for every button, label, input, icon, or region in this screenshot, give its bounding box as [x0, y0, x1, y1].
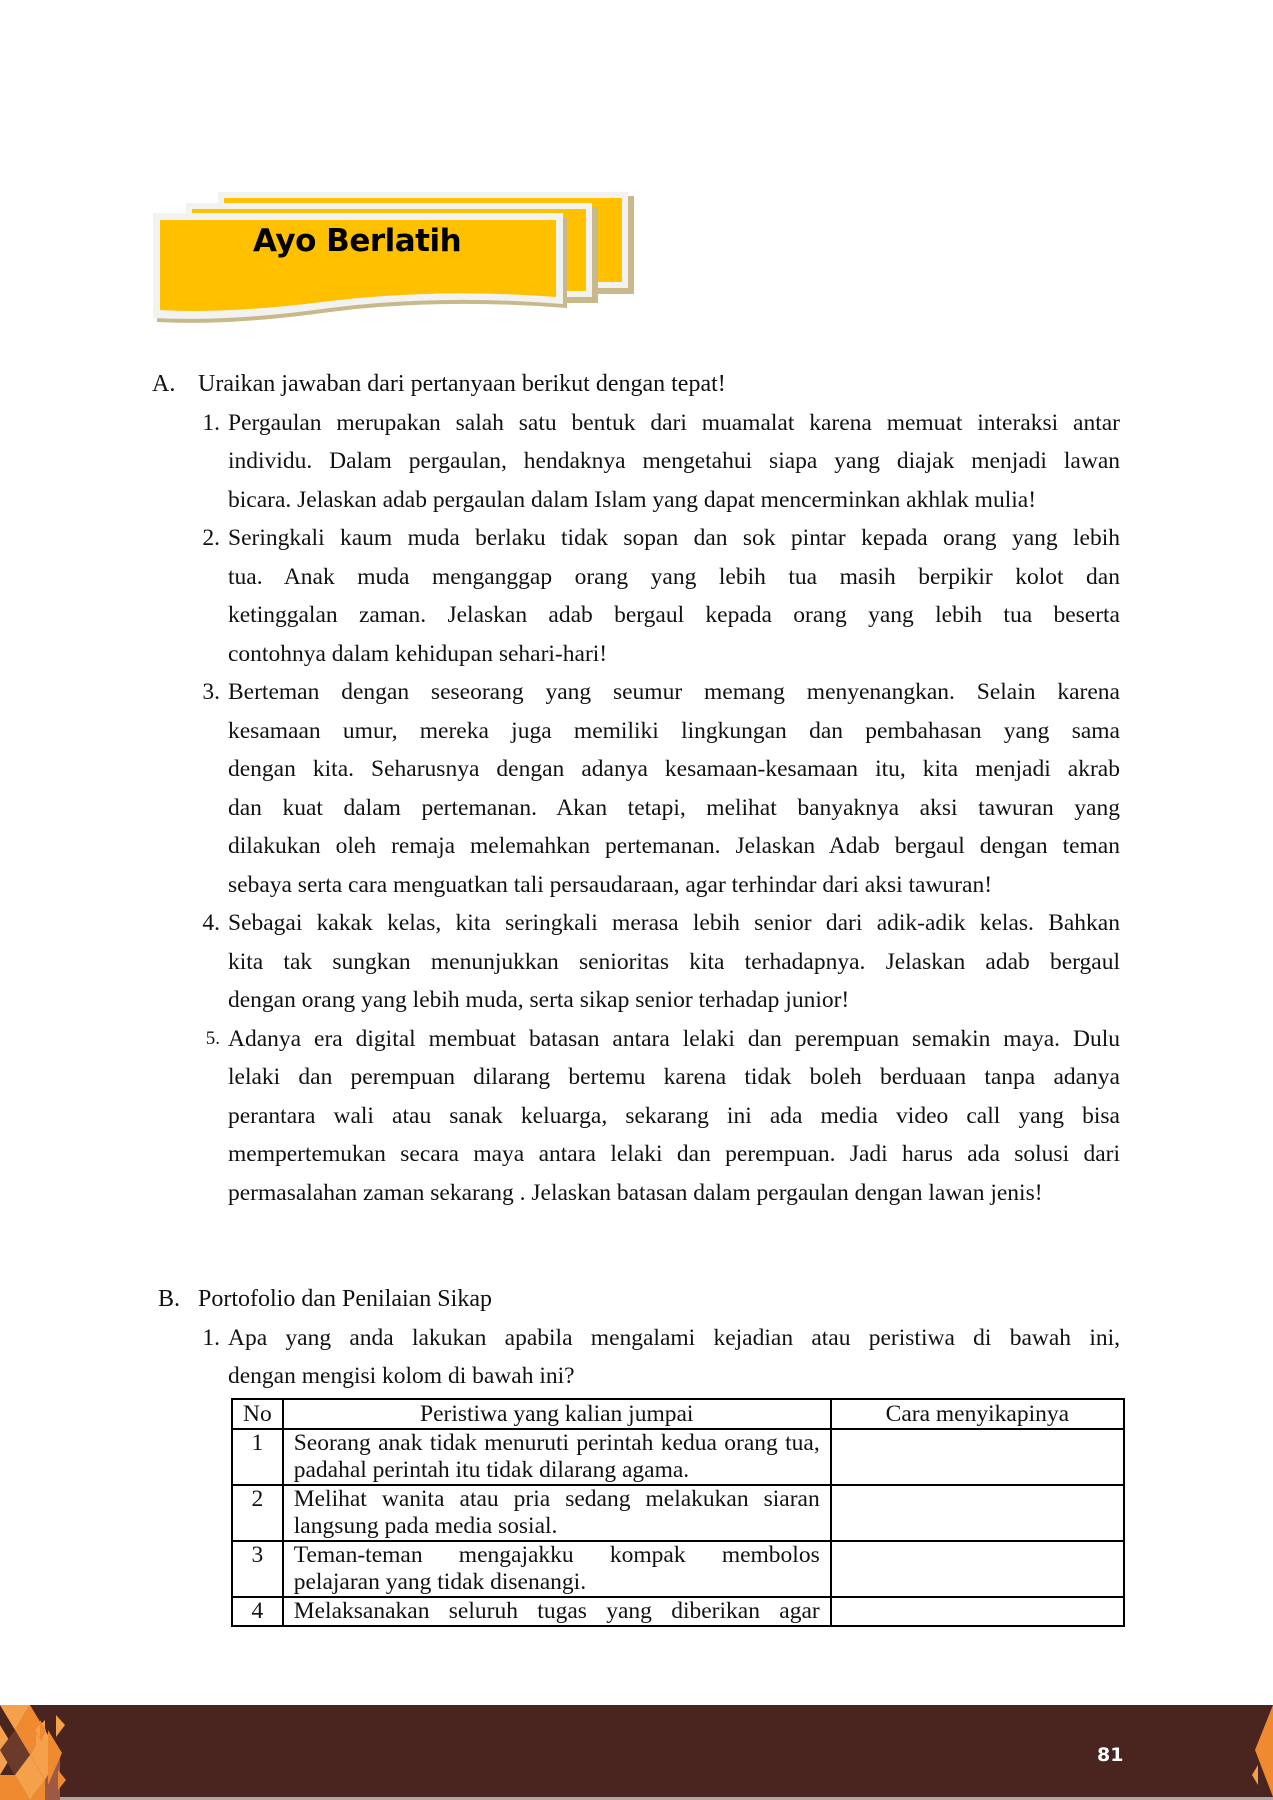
- row-event: Seorang anak tidak menuruti perintah kedua orang tua, padahal perintah itu tidak dilarang agama.: [283, 1429, 831, 1485]
- footer-band: [0, 1705, 1273, 1800]
- banner-ribbon: [140, 180, 660, 340]
- table-row: [232, 1541, 1124, 1597]
- question-item: [160, 1319, 1120, 1396]
- header-response: Cara menyikapinya: [831, 1399, 1124, 1429]
- question-number: 1.: [202, 1324, 220, 1351]
- banner-title: Ayo Berlatih: [253, 223, 462, 259]
- question-number: 2.: [202, 525, 220, 551]
- header-no: No: [232, 1399, 283, 1429]
- row-event: Melaksanakan seluruh tugas yang diberikan agar: [283, 1597, 831, 1626]
- row-no: 3: [232, 1541, 283, 1597]
- row-response[interactable]: [831, 1597, 1124, 1626]
- question-line: Adanya era digital membuat batasan antara lelaki dan perempuan semakin maya. Dulu: [228, 1025, 1120, 1052]
- question-line: sebaya serta cara menguatkan tali persaudaraan, agar terhindar dari aksi tawuran!: [228, 871, 993, 898]
- question-line: bicara. Jelaskan adab pergaulan dalam Islam yang dapat mencerminkan akhlak mulia!: [228, 486, 1037, 513]
- question-line: dan kuat dalam pertemanan. Akan tetapi, melihat banyaknya aksi tawuran yang: [228, 794, 1120, 821]
- question-number: 4.: [202, 910, 220, 936]
- question-line: individu. Dalam pergaulan, hendaknya mengetahui siapa yang diajak menjadi lawan: [228, 448, 1120, 474]
- question-number: 3.: [202, 679, 220, 705]
- question-line: contohnya dalam kehidupan sehari-hari!: [228, 640, 608, 667]
- question-line: kita tak sungkan menunjukkan senioritas kita terhadapnya. Jelaskan adab bergaul: [228, 948, 1120, 975]
- question-line: dengan mengisi kolom di bawah ini?: [228, 1363, 575, 1389]
- section-b-heading: Portofolio dan Penilaian Sikap: [198, 1286, 492, 1312]
- row-event: Teman-teman mengajakku kompak membolos pelajaran yang tidak disenangi.: [283, 1541, 831, 1597]
- row-response[interactable]: [831, 1485, 1124, 1541]
- page-number: 81: [1097, 1744, 1124, 1766]
- section-a-heading: Uraikan jawaban dari pertanyaan berikut dengan tepat!: [198, 371, 726, 397]
- question-line: ketinggalan zaman. Jelaskan adab bergaul kepada orang yang lebih tua beserta: [228, 602, 1120, 628]
- question-line: mempertemukan secara maya antara lelaki dan perempuan. Jadi harus ada solusi dari: [228, 1141, 1120, 1167]
- row-no: 2: [232, 1485, 283, 1541]
- question-item: [160, 904, 1120, 1020]
- question-line: Seringkali kaum muda berlaku tidak sopan dan sok pintar kepada orang yang lebih: [228, 525, 1120, 551]
- table-row: [232, 1485, 1124, 1541]
- row-no: 1: [232, 1429, 283, 1485]
- table-row: [232, 1597, 1124, 1626]
- row-response[interactable]: [831, 1429, 1124, 1485]
- table-row: [232, 1429, 1124, 1485]
- row-event: Melihat wanita atau pria sedang melakukan siaran langsung pada media sosial.: [283, 1485, 831, 1541]
- attitude-table: [231, 1398, 1125, 1627]
- question-number: 1.: [202, 409, 220, 436]
- question-line: kesamaan umur, mereka juga memiliki lingkungan dan pembahasan yang sama: [228, 717, 1120, 744]
- question-line: Sebagai kakak kelas, kita seringkali merasa lebih senior dari adik-adik kelas. Bahkan: [228, 910, 1120, 936]
- question-line: dengan kita. Seharusnya dengan adanya kesamaan-kesamaan itu, kita menjadi akrab: [228, 756, 1120, 782]
- question-line: permasalahan zaman sekarang . Jelaskan batasan dalam pergaulan dengan lawan jenis!: [228, 1179, 1043, 1206]
- question-number: 5.: [205, 1027, 220, 1049]
- question-line: Apa yang anda lakukan apabila mengalami kejadian atau peristiwa di bawah ini,: [228, 1324, 1120, 1351]
- table-header-row: [232, 1399, 1124, 1429]
- row-no: 4: [232, 1597, 283, 1626]
- row-response[interactable]: [831, 1541, 1124, 1597]
- question-line: dilakukan oleh remaja melemahkan pertemanan. Jelaskan Adab bergaul dengan teman: [228, 833, 1120, 859]
- question-line: perantara wali atau sanak keluarga, sekarang ini ada media video call yang bisa: [228, 1102, 1120, 1129]
- question-line: lelaki dan perempuan dilarang bertemu karena tidak boleh berduaan tanpa adanya: [228, 1064, 1120, 1090]
- question-line: Berteman dengan seseorang yang seumur memang menyenangkan. Selain karena: [228, 679, 1120, 705]
- question-item: [160, 404, 1120, 520]
- question-line: tua. Anak muda menganggap orang yang lebih tua masih berpikir kolot dan: [228, 563, 1120, 590]
- question-item: [160, 673, 1120, 904]
- question-line: Pergaulan merupakan salah satu bentuk dari muamalat karena memuat interaksi antar: [228, 409, 1120, 436]
- section-b-label: B.: [158, 1286, 181, 1312]
- question-item: [160, 1020, 1120, 1213]
- section-a-label: A.: [152, 371, 176, 397]
- header-event: Peristiwa yang kalian jumpai: [283, 1399, 831, 1429]
- question-line: dengan orang yang lebih muda, serta sikap senior terhadap junior!: [228, 987, 850, 1013]
- question-item: [160, 519, 1120, 673]
